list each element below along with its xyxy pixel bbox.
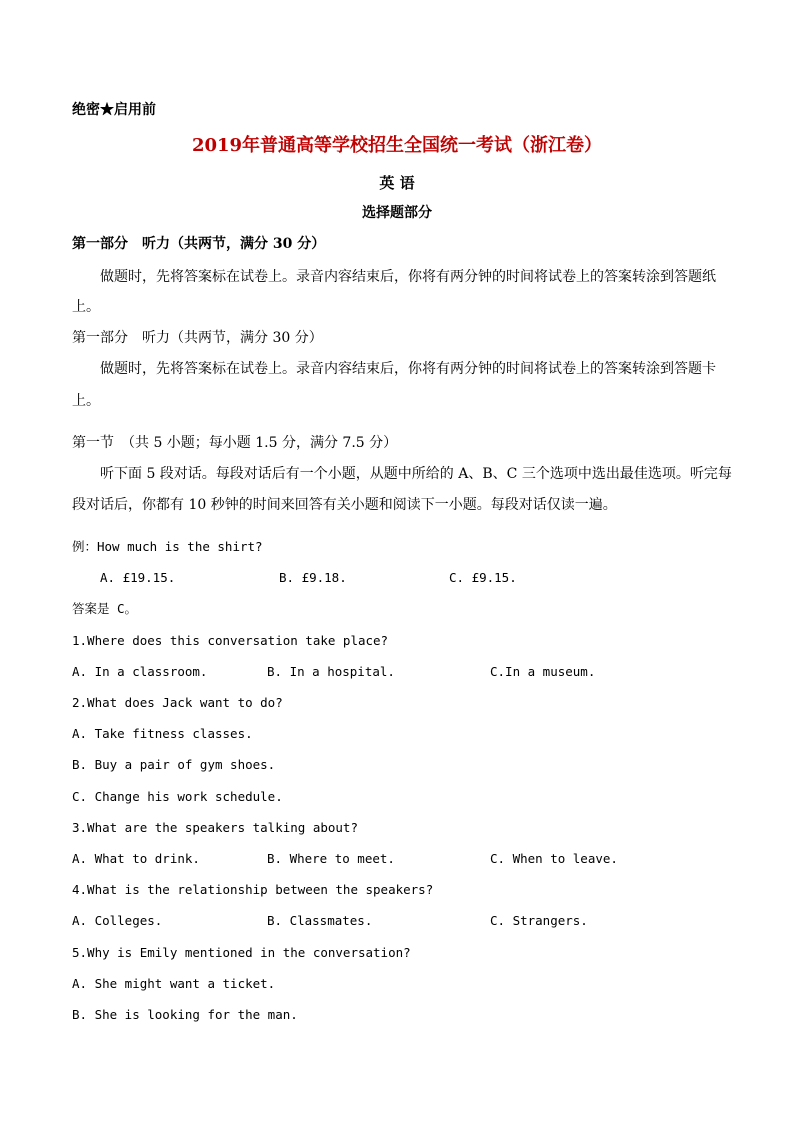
- section1-instruction-line: 段对话后，你都有 10 秒钟的时间来回答有关小题和阅读下一小题。每段对话仅读一遍。: [72, 497, 617, 513]
- part1-heading-plain: 第一部分 听力（共两节，满分 30 分）: [72, 330, 323, 346]
- question-5-option-a: A. She might want a ticket.: [72, 976, 276, 991]
- section-heading: 选择题部分: [362, 205, 432, 221]
- question-5: 5.Why is Emily mentioned in the conversation?: [72, 945, 411, 960]
- question-2-option-b: B. Buy a pair of gym shoes.: [72, 757, 276, 772]
- question-4: 4.What is the relationship between the speakers?: [72, 882, 434, 897]
- example-question: 例：How much is the shirt?: [72, 539, 263, 554]
- question-4-option-c: C. Strangers.: [490, 913, 588, 928]
- part1-instruction-line: 做题时，先将答案标在试卷上。录音内容结束后，你将有两分钟的时间将试卷上的答案转涂到答题纸: [100, 269, 716, 285]
- example-option-a: A. £19.15.: [100, 570, 176, 585]
- part1-instruction-line: 做题时，先将答案标在试卷上。录音内容结束后，你将有两分钟的时间将试卷上的答案转涂到答题卡: [100, 361, 716, 377]
- question-1-option-a: A. In a classroom.: [72, 664, 208, 679]
- exam-title: 2019年普通高等学校招生全国统一考试（浙江卷）: [191, 135, 603, 156]
- question-1-option-c: C.In a museum.: [490, 664, 596, 679]
- part1-instruction-line: 上。: [72, 299, 100, 315]
- example-answer: 答案是 C。: [72, 601, 138, 616]
- question-1: 1.Where does this conversation take place?: [72, 633, 389, 648]
- question-4-option-a: A. Colleges.: [72, 913, 163, 928]
- section1-heading: 第一节 （共 5 小题；每小题 1.5 分，满分 7.5 分）: [72, 435, 398, 451]
- question-3-option-c: C. When to leave.: [490, 851, 618, 866]
- question-4-option-b: B. Classmates.: [267, 913, 373, 928]
- question-1-option-b: B. In a hospital.: [267, 664, 395, 679]
- part1-heading-bold: 第一部分 听力（共两节，满分 30 分）: [72, 236, 326, 252]
- section1-instruction-line: 听下面 5 段对话。每段对话后有一个小题，从题中所给的 A、B、C 三个选项中选出最佳选项。听完每: [100, 466, 732, 482]
- example-option-c: C. £9.15.: [449, 570, 517, 585]
- question-2-option-c: C. Change his work schedule.: [72, 789, 283, 804]
- question-2: 2.What does Jack want to do?: [72, 695, 283, 710]
- subject-heading: 英 语: [379, 174, 415, 192]
- confidential-label: 绝密★启用前: [72, 102, 156, 118]
- question-3-option-b: B. Where to meet.: [267, 851, 395, 866]
- question-2-option-a: A. Take fitness classes.: [72, 726, 253, 741]
- question-3-option-a: A. What to drink.: [72, 851, 200, 866]
- part1-instruction-line: 上。: [72, 393, 100, 409]
- example-option-b: B. £9.18.: [279, 570, 347, 585]
- question-5-option-b: B. She is looking for the man.: [72, 1007, 298, 1022]
- question-3: 3.What are the speakers talking about?: [72, 820, 358, 835]
